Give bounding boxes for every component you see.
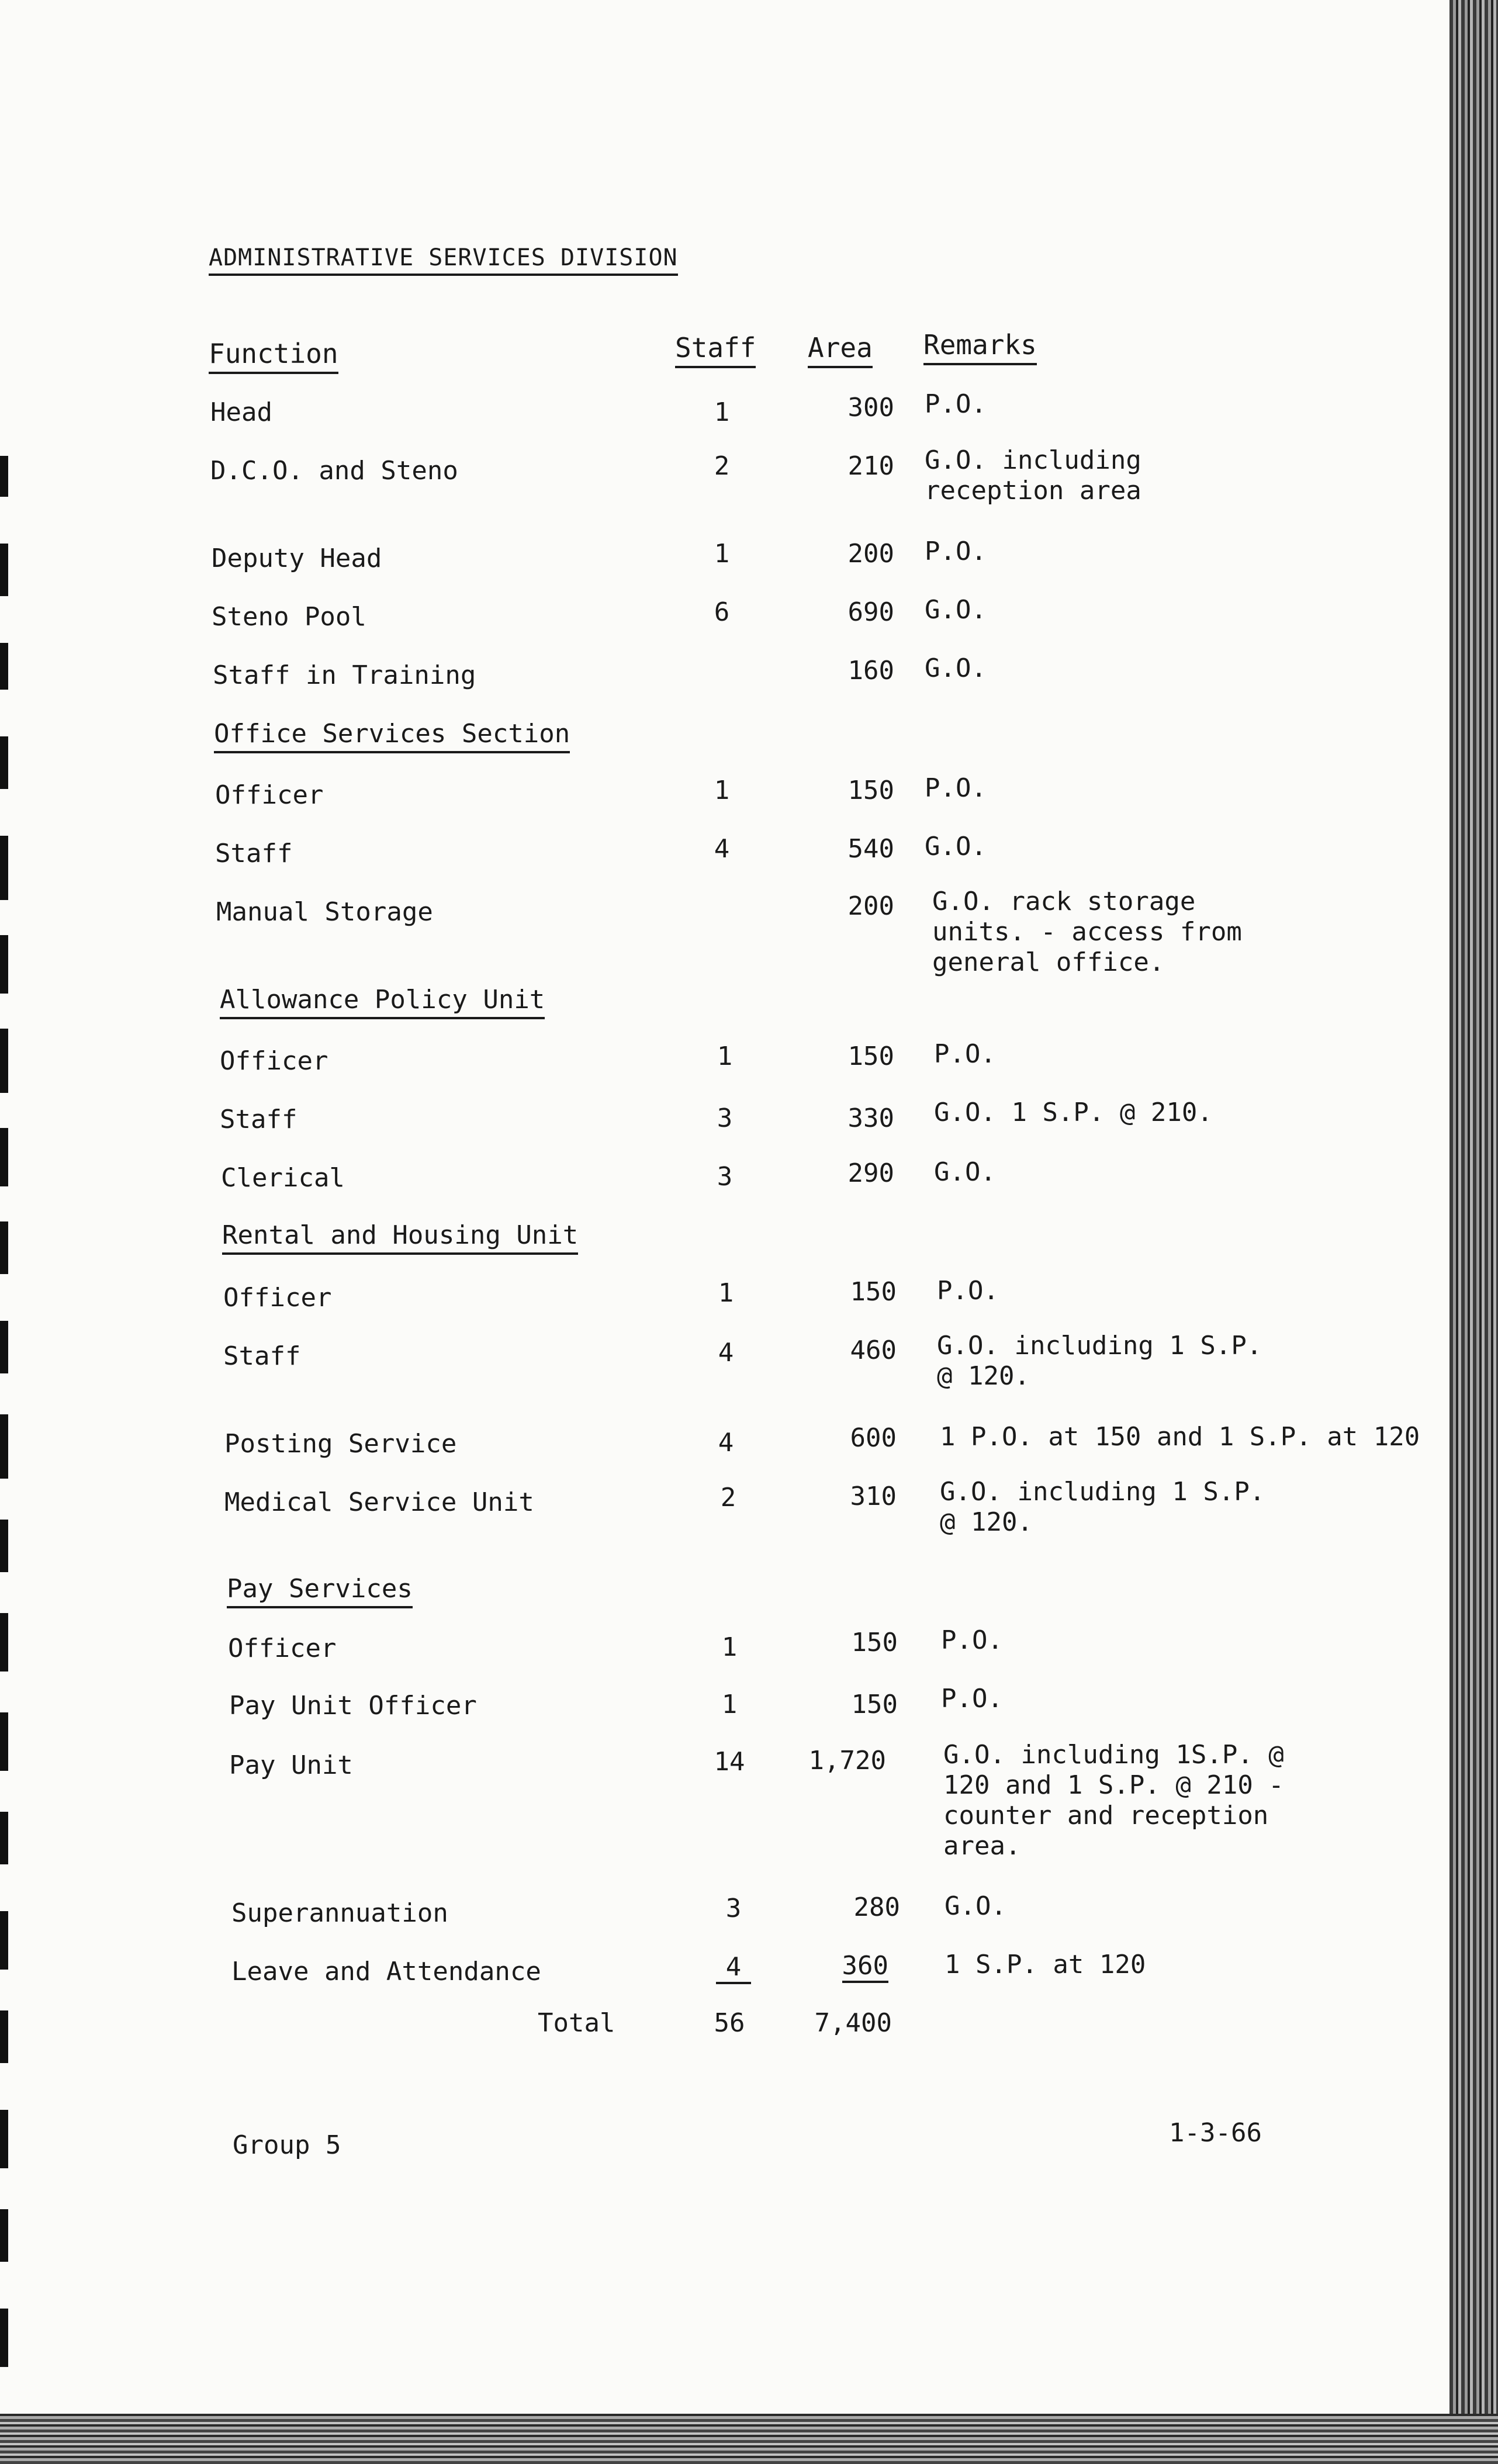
remarks-line: G.O. — [925, 653, 987, 683]
remarks-line: 120 and 1 S.P. @ 210 - — [943, 1770, 1284, 1800]
table-row — [0, 1422, 1449, 1464]
remarks-cell — [934, 1098, 1213, 1128]
section-title-allowance-policy: Allowance Policy Unit — [220, 985, 545, 1019]
table-row — [0, 1039, 1449, 1081]
remarks-line: @ 120. — [937, 1361, 1030, 1391]
area-cell — [817, 1951, 888, 1981]
remarks-line: counter and reception — [943, 1801, 1269, 1830]
staff-cell: 3 — [725, 1894, 742, 1923]
remarks-cell — [934, 1157, 996, 1188]
remarks-line: G.O. 1 S.P. @ 210. — [934, 1098, 1213, 1127]
staff-cell: 4 — [714, 834, 730, 864]
total-label: Total — [538, 2008, 615, 2038]
staff-cell: 2 — [720, 1483, 736, 1513]
function-cell: Posting Service — [224, 1429, 457, 1459]
total-staff: 56 — [714, 2008, 745, 2038]
table-row — [0, 1740, 1449, 1861]
area-cell: 1,720 — [808, 1746, 886, 1776]
remarks-cell — [925, 389, 987, 420]
area-value: 360 — [842, 1951, 888, 1983]
header-area: Area — [808, 332, 873, 368]
table-row — [0, 653, 1449, 695]
staff-cell: 3 — [717, 1103, 733, 1133]
staff-cell: 4 — [718, 1428, 734, 1458]
remarks-line: 1 P.O. at 150 and 1 S.P. at 120 — [940, 1422, 1420, 1452]
remarks-cell — [945, 1891, 1006, 1922]
header-remarks: Remarks — [923, 329, 1037, 365]
staff-cell: 1 — [714, 776, 730, 805]
remarks-line: general office. — [932, 947, 1165, 977]
section-title-pay-services: Pay Services — [227, 1574, 413, 1608]
table-row — [0, 1276, 1449, 1318]
staff-cell: 3 — [717, 1162, 733, 1192]
table-row — [0, 1891, 1449, 1933]
remarks-line: @ 120. — [940, 1507, 1033, 1537]
staff-cell: 1 — [717, 1041, 733, 1071]
remarks-line: G.O. including — [925, 445, 1141, 475]
function-cell: Staff — [223, 1341, 301, 1371]
function-cell: Clerical — [221, 1163, 345, 1193]
remarks-cell — [943, 1740, 1284, 1861]
header-staff: Staff — [675, 332, 756, 368]
table-row — [0, 832, 1449, 874]
staff-cell: 4 — [718, 1338, 734, 1368]
area-cell: 210 — [847, 451, 894, 481]
area-cell: 690 — [847, 597, 894, 627]
area-cell: 290 — [847, 1158, 894, 1188]
remarks-cell — [925, 773, 987, 804]
function-cell: Pay Unit Officer — [229, 1691, 477, 1721]
table-row — [0, 389, 1449, 432]
remarks-cell — [934, 1039, 996, 1070]
table-row — [0, 1625, 1449, 1669]
function-cell: Staff in Training — [213, 660, 476, 690]
area-cell: 150 — [851, 1628, 898, 1657]
staff-cell: 1 — [714, 539, 730, 569]
area-cell: 330 — [847, 1103, 894, 1133]
function-cell: Pay Unit — [229, 1750, 353, 1780]
scan-edge-right — [1449, 0, 1498, 2464]
remarks-line: P.O. — [925, 773, 987, 803]
staff-cell: 1 — [714, 397, 730, 427]
remarks-line: units. - access from — [932, 917, 1242, 947]
function-cell: Manual Storage — [216, 897, 433, 927]
area-cell: 150 — [847, 1041, 894, 1071]
table-row — [0, 445, 1449, 506]
table-row — [0, 1331, 1449, 1391]
remarks-cell — [925, 445, 1141, 506]
table-row — [0, 1098, 1449, 1140]
section-title-rental-housing: Rental and Housing Unit — [222, 1220, 578, 1255]
table-row — [0, 1477, 1449, 1537]
remarks-line: G.O. including 1 S.P. — [937, 1331, 1262, 1361]
area-cell: 310 — [850, 1482, 897, 1511]
document-title: ADMINISTRATIVE SERVICES DIVISION — [209, 244, 678, 276]
remarks-line: P.O. — [941, 1684, 1003, 1714]
remarks-line: G.O. including 1S.P. @ — [943, 1740, 1284, 1770]
remarks-cell — [925, 653, 987, 684]
area-cell: 150 — [847, 776, 894, 805]
function-cell: Leave and Attendance — [231, 1957, 541, 1987]
table-row — [0, 1950, 1449, 1992]
remarks-cell — [945, 1950, 1146, 1980]
area-cell: 150 — [851, 1690, 898, 1719]
function-cell: D.C.O. and Steno — [210, 456, 458, 486]
function-cell: Officer — [220, 1046, 328, 1076]
remarks-cell — [941, 1625, 1003, 1656]
function-cell: Staff — [220, 1105, 297, 1134]
remarks-line: G.O. including 1 S.P. — [940, 1477, 1265, 1507]
remarks-cell — [925, 595, 987, 625]
remarks-cell — [940, 1422, 1420, 1452]
section-title-office-services: Office Services Section — [214, 719, 570, 753]
remarks-line: G.O. — [925, 595, 987, 625]
function-cell: Head — [210, 397, 272, 427]
staff-cell: 4 — [716, 1952, 751, 1984]
remarks-line: P.O. — [941, 1625, 1003, 1655]
function-cell: Medical Service Unit — [224, 1487, 534, 1517]
staff-cell: 1 — [721, 1632, 738, 1662]
remarks-line: G.O. rack storage — [932, 887, 1196, 916]
remarks-line: P.O. — [925, 389, 987, 419]
remarks-cell — [932, 887, 1242, 978]
remarks-line: 1 S.P. at 120 — [945, 1950, 1146, 1979]
staff-cell: 6 — [714, 597, 730, 627]
remarks-cell — [937, 1331, 1262, 1392]
remarks-cell — [941, 1684, 1003, 1714]
area-cell: 160 — [847, 656, 894, 686]
function-cell: Staff — [215, 839, 293, 868]
function-cell: Superannuation — [231, 1898, 448, 1928]
table-row — [0, 773, 1449, 815]
remarks-line: G.O. — [934, 1157, 996, 1187]
remarks-cell — [937, 1276, 999, 1306]
remarks-line: G.O. — [945, 1891, 1006, 1921]
function-cell: Deputy Head — [212, 544, 382, 573]
table-row — [0, 1157, 1449, 1198]
table-row — [0, 537, 1449, 579]
area-cell: 150 — [850, 1277, 897, 1307]
total-area: 7,400 — [814, 2008, 892, 2038]
remarks-cell — [925, 832, 987, 862]
table-row — [0, 595, 1449, 637]
staff-cell: 1 — [721, 1690, 738, 1719]
binder-marks — [0, 0, 12, 2414]
scan-edge-bottom — [0, 2414, 1498, 2464]
area-cell: 200 — [847, 891, 894, 921]
remarks-line: G.O. — [925, 832, 987, 861]
area-cell: 540 — [847, 834, 894, 864]
total-row — [0, 2008, 1449, 2043]
function-cell: Officer — [223, 1283, 332, 1313]
function-cell: Officer — [228, 1634, 337, 1663]
remarks-cell — [925, 537, 987, 567]
area-cell: 300 — [847, 393, 894, 423]
function-cell: Officer — [215, 780, 324, 810]
function-cell: Steno Pool — [212, 602, 366, 632]
remarks-line: P.O. — [934, 1039, 996, 1069]
area-cell: 280 — [853, 1892, 900, 1922]
table-row — [0, 887, 1449, 977]
footer-group: Group 5 — [233, 2130, 341, 2160]
area-cell: 460 — [850, 1335, 897, 1365]
table-row — [0, 1684, 1449, 1726]
staff-cell: 14 — [714, 1747, 745, 1777]
staff-cell: 2 — [714, 451, 730, 481]
remarks-line: reception area — [925, 476, 1141, 506]
staff-cell: 1 — [718, 1278, 734, 1308]
remarks-line: P.O. — [937, 1276, 999, 1306]
remarks-line: P.O. — [925, 537, 987, 566]
footer-date: 1-3-66 — [1169, 2118, 1262, 2148]
area-cell: 200 — [847, 539, 894, 569]
remarks-line: area. — [943, 1831, 1021, 1861]
header-function: Function — [209, 338, 338, 374]
remarks-cell — [940, 1477, 1265, 1538]
area-cell: 600 — [850, 1423, 897, 1453]
